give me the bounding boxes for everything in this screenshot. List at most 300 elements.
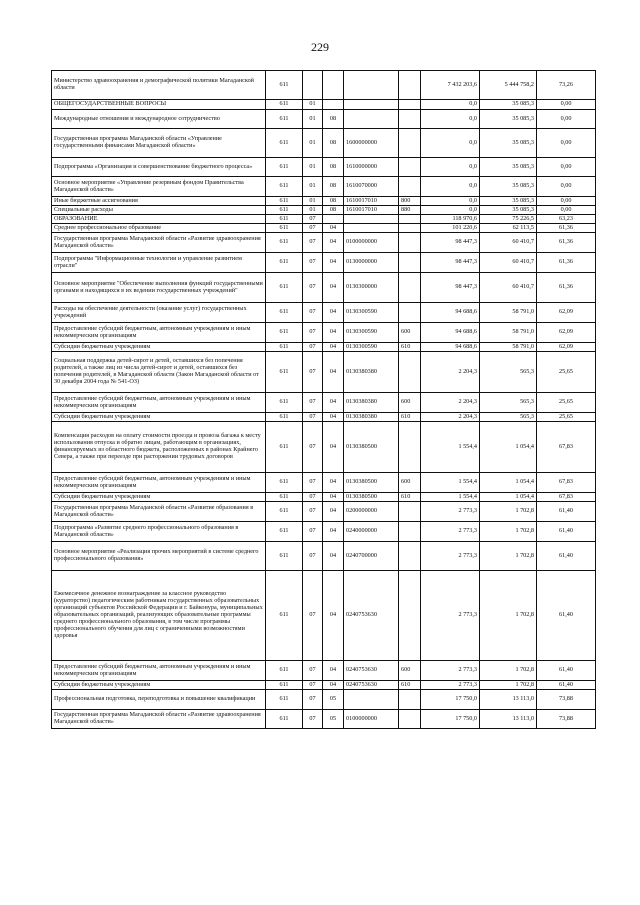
row-item: 0240700000 [344, 542, 399, 571]
row-fact: 1 702,8 [480, 571, 537, 661]
row-plan: 0,0 [421, 177, 480, 197]
row-code: 611 [266, 215, 303, 224]
row-percent: 73,26 [537, 71, 596, 100]
row-subsection: 04 [323, 522, 344, 542]
row-fact: 35 085,3 [480, 110, 537, 129]
row-name: Субсидии бюджетным учреждениям [52, 681, 266, 690]
row-item [344, 215, 399, 224]
row-section: 01 [303, 158, 323, 177]
row-item: 1610017010 [344, 206, 399, 215]
row-code: 611 [266, 158, 303, 177]
table-row [52, 522, 596, 542]
row-kind: 600 [399, 661, 421, 681]
row-kind [399, 177, 421, 197]
row-percent: 67,83 [537, 473, 596, 493]
row-fact: 1 054,4 [480, 473, 537, 493]
row-code: 611 [266, 71, 303, 100]
row-percent: 61,36 [537, 224, 596, 233]
row-name: Социальная поддержка детей-сирот и детей, оставшихся без попечения родителей, а также лиц из числа детей-сирот и детей, оставшихся без попечения родителей, в Магаданской области (Закон Магаданской области от 30 декабря 2004 года № 541-ОЗ) [52, 352, 266, 393]
row-subsection: 08 [323, 177, 344, 197]
row-plan: 98 447,3 [421, 253, 480, 273]
row-plan: 118 970,6 [421, 215, 480, 224]
row-section: 01 [303, 110, 323, 129]
row-name: Международные отношения и международное сотрудничество [52, 110, 266, 129]
table-row [52, 502, 596, 522]
row-fact: 35 085,3 [480, 158, 537, 177]
row-fact: 35 085,3 [480, 129, 537, 158]
row-fact: 60 410,7 [480, 233, 537, 253]
row-item: 0240753630 [344, 681, 399, 690]
row-item: 0100000000 [344, 710, 399, 729]
table-row [52, 343, 596, 352]
row-code: 611 [266, 422, 303, 473]
row-item: 0130380380 [344, 393, 399, 413]
table-row [52, 493, 596, 502]
row-name: Субсидии бюджетным учреждениям [52, 413, 266, 422]
table-row [52, 129, 596, 158]
row-subsection: 04 [323, 542, 344, 571]
row-fact: 1 702,8 [480, 681, 537, 690]
row-code: 611 [266, 273, 303, 303]
row-name: Иные бюджетные ассигнования [52, 197, 266, 206]
table-row [52, 422, 596, 473]
row-subsection: 04 [323, 571, 344, 661]
row-fact: 58 791,0 [480, 303, 537, 323]
row-plan: 101 220,6 [421, 224, 480, 233]
row-fact: 58 791,0 [480, 343, 537, 352]
table-row [52, 690, 596, 710]
row-name: Подпрограмма "Информационные технологии и управление развитием отрасли" [52, 253, 266, 273]
row-code: 611 [266, 233, 303, 253]
row-item [344, 224, 399, 233]
row-plan: 2 204,3 [421, 393, 480, 413]
row-item: 0130380380 [344, 352, 399, 393]
row-code: 611 [266, 303, 303, 323]
row-item: 1610070000 [344, 177, 399, 197]
row-name: Субсидии бюджетным учреждениям [52, 343, 266, 352]
row-subsection: 05 [323, 690, 344, 710]
table-row [52, 177, 596, 197]
row-plan: 2 773,3 [421, 542, 480, 571]
row-section: 07 [303, 413, 323, 422]
row-section: 07 [303, 690, 323, 710]
row-name: Профессиональная подготовка, переподготовка и повышение квалификации [52, 690, 266, 710]
row-percent: 25,65 [537, 352, 596, 393]
row-name: Предоставление субсидий бюджетным, автономным учреждениям и иным некоммерческим организациям [52, 393, 266, 413]
table-row [52, 206, 596, 215]
row-item [344, 690, 399, 710]
row-fact: 58 791,0 [480, 323, 537, 343]
row-name: Ежемесячное денежное вознаграждение за классное руководство (кураторство) педагогическим работникам государственных образовательных организаций субъектов Российской Федерации и г. Байконура, муниципальных образовательных организаций, реализующих образовательные программы среднего профессионального образования, в том числе программы профессионального обучения для лиц с ограниченными возможностями здоровья [52, 571, 266, 661]
row-subsection: 08 [323, 129, 344, 158]
row-code: 611 [266, 197, 303, 206]
row-kind [399, 303, 421, 323]
table-row [52, 542, 596, 571]
row-fact: 13 113,0 [480, 710, 537, 729]
row-subsection: 04 [323, 253, 344, 273]
row-fact: 75 226,5 [480, 215, 537, 224]
row-kind [399, 110, 421, 129]
row-plan: 0,0 [421, 206, 480, 215]
row-percent: 0,00 [537, 110, 596, 129]
row-fact: 1 054,4 [480, 422, 537, 473]
row-kind [399, 253, 421, 273]
table-row [52, 110, 596, 129]
row-name: Подпрограмма «Развитие среднего профессионального образования в Магаданской области» [52, 522, 266, 542]
row-kind: 880 [399, 206, 421, 215]
row-percent: 0,00 [537, 100, 596, 110]
table-row [52, 571, 596, 661]
row-code: 611 [266, 253, 303, 273]
row-subsection: 04 [323, 413, 344, 422]
row-percent: 61,40 [537, 681, 596, 690]
row-kind: 800 [399, 197, 421, 206]
row-section: 07 [303, 393, 323, 413]
row-kind: 610 [399, 681, 421, 690]
row-fact: 1 702,8 [480, 661, 537, 681]
table-row [52, 158, 596, 177]
row-plan: 0,0 [421, 100, 480, 110]
row-code: 611 [266, 393, 303, 413]
row-item: 0130300590 [344, 323, 399, 343]
row-plan: 1 554,4 [421, 473, 480, 493]
row-name: Подпрограмма «Организация и совершенствование бюджетного процесса» [52, 158, 266, 177]
table-row [52, 352, 596, 393]
row-percent: 61,40 [537, 502, 596, 522]
row-kind: 600 [399, 393, 421, 413]
row-percent: 25,65 [537, 413, 596, 422]
row-item: 0240753630 [344, 571, 399, 661]
row-item: 0130380500 [344, 493, 399, 502]
row-kind [399, 571, 421, 661]
row-percent: 61,40 [537, 571, 596, 661]
row-section: 07 [303, 661, 323, 681]
row-section: 07 [303, 343, 323, 352]
row-percent: 0,00 [537, 129, 596, 158]
row-plan: 0,0 [421, 129, 480, 158]
row-subsection: 04 [323, 681, 344, 690]
row-percent: 73,88 [537, 690, 596, 710]
row-plan: 2 773,3 [421, 661, 480, 681]
row-kind: 610 [399, 413, 421, 422]
row-fact: 1 702,8 [480, 542, 537, 571]
table-row [52, 197, 596, 206]
row-item: 0200000000 [344, 502, 399, 522]
row-fact: 60 410,7 [480, 273, 537, 303]
row-section: 07 [303, 473, 323, 493]
row-subsection: 04 [323, 473, 344, 493]
row-item: 0130300590 [344, 303, 399, 323]
row-name: Предоставление субсидий бюджетным, автономным учреждениям и иным некоммерческим организациям [52, 323, 266, 343]
row-subsection: 04 [323, 224, 344, 233]
row-item: 0130300590 [344, 343, 399, 352]
row-plan: 94 688,6 [421, 323, 480, 343]
row-fact: 35 085,3 [480, 197, 537, 206]
row-subsection: 04 [323, 323, 344, 343]
row-code: 611 [266, 177, 303, 197]
row-plan: 0,0 [421, 158, 480, 177]
row-item: 0130380500 [344, 422, 399, 473]
row-plan: 0,0 [421, 197, 480, 206]
row-percent: 67,83 [537, 493, 596, 502]
table-row [52, 661, 596, 681]
table-row [52, 253, 596, 273]
row-name: Основное мероприятие «Управление резервным фондом Правительства Магаданской области» [52, 177, 266, 197]
row-name: ОБЩЕГОСУДАРСТВЕННЫЕ ВОПРОСЫ [52, 100, 266, 110]
row-fact: 13 113,0 [480, 690, 537, 710]
row-item: 0130000000 [344, 253, 399, 273]
table-row [52, 323, 596, 343]
row-kind [399, 710, 421, 729]
row-plan: 2 204,3 [421, 352, 480, 393]
table-row [52, 100, 596, 110]
row-section: 01 [303, 177, 323, 197]
row-item: 0130380380 [344, 413, 399, 422]
row-subsection: 04 [323, 233, 344, 253]
row-name: Государственная программа Магаданской области «Развитие образования в Магаданской области» [52, 502, 266, 522]
row-kind [399, 522, 421, 542]
row-item [344, 110, 399, 129]
row-item: 1600000000 [344, 129, 399, 158]
row-section: 07 [303, 323, 323, 343]
table-row [52, 473, 596, 493]
row-name: Предоставление субсидий бюджетным, автономным учреждениям и иным некоммерческим организациям [52, 473, 266, 493]
row-name: Государственная программа Магаданской области «Развитие здравоохранения Магаданской области» [52, 710, 266, 729]
row-code: 611 [266, 571, 303, 661]
row-item: 0240753630 [344, 661, 399, 681]
row-section: 07 [303, 522, 323, 542]
row-subsection: 04 [323, 343, 344, 352]
row-percent: 0,00 [537, 158, 596, 177]
row-plan: 2 773,3 [421, 571, 480, 661]
table-row [52, 681, 596, 690]
row-name: Министерство здравоохранения и демографической политики Магаданской области [52, 71, 266, 100]
row-percent: 0,00 [537, 197, 596, 206]
budget-table [51, 70, 596, 729]
row-subsection: 08 [323, 110, 344, 129]
row-code: 611 [266, 681, 303, 690]
row-name: ОБРАЗОВАНИЕ [52, 215, 266, 224]
row-section: 07 [303, 710, 323, 729]
row-plan: 98 447,3 [421, 233, 480, 253]
row-subsection: 04 [323, 393, 344, 413]
row-item: 0130380500 [344, 473, 399, 493]
row-name: Государственная программа Магаданской области «Развитие здравоохранения Магаданской области» [52, 233, 266, 253]
row-percent: 61,36 [537, 253, 596, 273]
table-row [52, 413, 596, 422]
row-code: 611 [266, 661, 303, 681]
row-subsection: 08 [323, 158, 344, 177]
page-number: 229 [311, 40, 329, 54]
row-subsection: 04 [323, 273, 344, 303]
row-kind [399, 71, 421, 100]
row-fact: 35 085,3 [480, 100, 537, 110]
row-subsection [323, 215, 344, 224]
row-percent: 61,40 [537, 542, 596, 571]
row-section: 07 [303, 303, 323, 323]
row-percent: 61,36 [537, 273, 596, 303]
row-item [344, 71, 399, 100]
row-fact: 565,3 [480, 352, 537, 393]
row-section: 07 [303, 422, 323, 473]
row-code: 611 [266, 343, 303, 352]
row-percent: 62,09 [537, 323, 596, 343]
row-section [303, 71, 323, 100]
row-kind [399, 158, 421, 177]
row-code: 611 [266, 100, 303, 110]
row-kind [399, 100, 421, 110]
row-section: 01 [303, 197, 323, 206]
table-row [52, 224, 596, 233]
row-code: 611 [266, 493, 303, 502]
row-code: 611 [266, 710, 303, 729]
row-code: 611 [266, 224, 303, 233]
row-percent: 0,00 [537, 177, 596, 197]
row-kind [399, 233, 421, 253]
table-row [52, 215, 596, 224]
row-plan: 98 447,3 [421, 273, 480, 303]
row-section: 07 [303, 681, 323, 690]
row-percent: 67,83 [537, 422, 596, 473]
row-percent: 62,09 [537, 303, 596, 323]
row-section: 07 [303, 502, 323, 522]
row-percent: 62,09 [537, 343, 596, 352]
row-name: Расходы на обеспечение деятельности (оказание услуг) государственных учреждений [52, 303, 266, 323]
row-kind: 600 [399, 473, 421, 493]
row-code: 611 [266, 502, 303, 522]
row-section: 01 [303, 100, 323, 110]
row-percent: 0,00 [537, 206, 596, 215]
row-subsection: 05 [323, 710, 344, 729]
row-fact: 1 054,4 [480, 493, 537, 502]
row-kind [399, 542, 421, 571]
row-subsection: 08 [323, 197, 344, 206]
row-code: 611 [266, 413, 303, 422]
row-plan: 17 750,0 [421, 710, 480, 729]
row-kind [399, 422, 421, 473]
row-item [344, 100, 399, 110]
row-item: 0240000000 [344, 522, 399, 542]
row-fact: 565,3 [480, 393, 537, 413]
row-percent: 25,65 [537, 393, 596, 413]
row-subsection: 04 [323, 303, 344, 323]
row-code: 611 [266, 522, 303, 542]
row-section: 07 [303, 571, 323, 661]
row-name: Основное мероприятие «Реализация прочих мероприятий в системе среднего профессионального образования» [52, 542, 266, 571]
row-name: Государственная программа Магаданской области «Управление государственными финансами Магаданской области» [52, 129, 266, 158]
row-section: 07 [303, 542, 323, 571]
row-plan: 1 554,4 [421, 422, 480, 473]
row-kind: 610 [399, 343, 421, 352]
row-kind [399, 690, 421, 710]
row-name: Предоставление субсидий бюджетным, автономным учреждениям и иным некоммерческим организациям [52, 661, 266, 681]
row-section: 01 [303, 129, 323, 158]
row-fact: 62 113,5 [480, 224, 537, 233]
row-section: 07 [303, 352, 323, 393]
row-kind [399, 502, 421, 522]
row-fact: 1 702,8 [480, 522, 537, 542]
row-percent: 61,36 [537, 233, 596, 253]
row-fact: 5 444 758,2 [480, 71, 537, 100]
row-kind: 610 [399, 493, 421, 502]
row-kind [399, 215, 421, 224]
row-plan: 2 773,3 [421, 681, 480, 690]
row-name: Специальные расходы [52, 206, 266, 215]
table-row [52, 273, 596, 303]
row-code: 611 [266, 323, 303, 343]
row-subsection [323, 71, 344, 100]
row-fact: 60 410,7 [480, 253, 537, 273]
budget-table-body [52, 71, 596, 729]
row-subsection: 04 [323, 661, 344, 681]
row-section: 07 [303, 273, 323, 303]
row-item: 1610000000 [344, 158, 399, 177]
row-subsection: 04 [323, 493, 344, 502]
row-percent: 73,88 [537, 710, 596, 729]
row-section: 07 [303, 224, 323, 233]
row-item: 1610017010 [344, 197, 399, 206]
row-fact: 35 085,3 [480, 177, 537, 197]
row-plan: 7 432 203,6 [421, 71, 480, 100]
row-section: 07 [303, 253, 323, 273]
row-fact: 35 085,3 [480, 206, 537, 215]
row-section: 01 [303, 206, 323, 215]
table-row [52, 393, 596, 413]
row-subsection: 04 [323, 502, 344, 522]
row-item: 0130300000 [344, 273, 399, 303]
row-kind [399, 224, 421, 233]
row-name: Основное мероприятие "Обеспечение выполнения функций государственными органами и находящихся в их ведении государственных учреждений" [52, 273, 266, 303]
row-plan: 1 554,4 [421, 493, 480, 502]
row-code: 611 [266, 352, 303, 393]
row-subsection: 08 [323, 206, 344, 215]
table-row [52, 303, 596, 323]
row-code: 611 [266, 690, 303, 710]
row-name: Компенсация расходов на оплату стоимости проезда и провоза багажа к месту использования отпуска и обратно лицам, работающим в организациях, финансируемых из областного бюджета, расположенных в районах Крайнего Севера, а также при переезде при расторжении трудовых договоров [52, 422, 266, 473]
row-percent: 61,40 [537, 522, 596, 542]
row-code: 611 [266, 542, 303, 571]
row-subsection: 04 [323, 352, 344, 393]
row-plan: 94 688,6 [421, 303, 480, 323]
row-fact: 565,3 [480, 413, 537, 422]
row-section: 07 [303, 233, 323, 253]
row-code: 611 [266, 110, 303, 129]
row-code: 611 [266, 206, 303, 215]
row-fact: 1 702,8 [480, 502, 537, 522]
row-item: 0100000000 [344, 233, 399, 253]
row-plan: 2 773,3 [421, 502, 480, 522]
row-plan: 0,0 [421, 110, 480, 129]
row-plan: 94 688,6 [421, 343, 480, 352]
table-row [52, 71, 596, 100]
row-kind: 600 [399, 323, 421, 343]
row-plan: 17 750,0 [421, 690, 480, 710]
row-section: 07 [303, 215, 323, 224]
row-section: 07 [303, 493, 323, 502]
table-row [52, 710, 596, 729]
row-subsection: 04 [323, 422, 344, 473]
row-code: 611 [266, 129, 303, 158]
row-kind [399, 352, 421, 393]
row-kind [399, 129, 421, 158]
row-plan: 2 773,3 [421, 522, 480, 542]
row-name: Среднее профессиональное образование [52, 224, 266, 233]
row-name: Субсидии бюджетным учреждениям [52, 493, 266, 502]
row-percent: 61,40 [537, 661, 596, 681]
row-percent: 63,23 [537, 215, 596, 224]
row-plan: 2 204,3 [421, 413, 480, 422]
row-subsection [323, 100, 344, 110]
